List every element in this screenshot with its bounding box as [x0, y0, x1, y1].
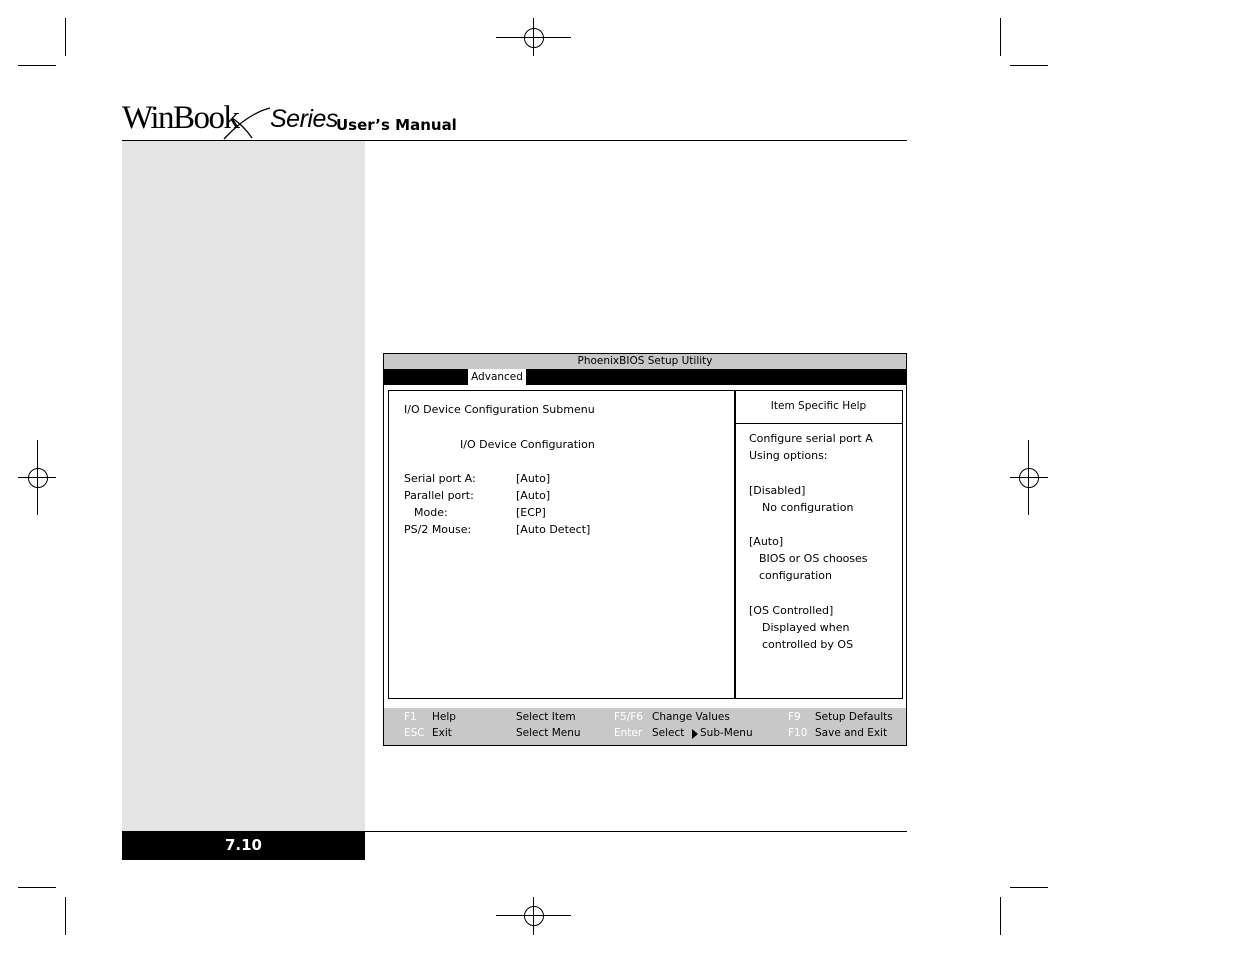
- help-line: [Disabled]: [749, 484, 806, 497]
- submenu-desc: Sub-Menu: [700, 727, 753, 739]
- help-line: [OS Controlled]: [749, 604, 834, 617]
- page-number: 7.10: [122, 831, 365, 860]
- tab-advanced[interactable]: Advanced: [468, 369, 526, 385]
- setting-value-serial-port-a[interactable]: [Auto]: [516, 472, 551, 485]
- submenu-title: I/O Device Configuration Submenu: [404, 403, 595, 416]
- section-title: I/O Device Configuration: [460, 438, 595, 451]
- setting-label-mode: Mode:: [414, 506, 448, 519]
- crop-mark: [1000, 18, 1001, 56]
- bios-main-panel: [388, 390, 736, 699]
- item-specific-help-panel: [734, 390, 903, 699]
- registration-circle: [524, 28, 544, 48]
- key-esc: ESC: [404, 727, 425, 739]
- setting-value-ps2-mouse[interactable]: [Auto Detect]: [516, 523, 591, 536]
- brand-logo: WinBook: [122, 100, 239, 136]
- help-line: Configure serial port A: [749, 432, 873, 445]
- setting-label-serial-port-a: Serial port A:: [404, 472, 476, 485]
- help-title: Item Specific Help: [735, 391, 902, 424]
- key-f9: F9: [788, 711, 801, 723]
- footer-rule: [365, 831, 907, 832]
- crop-mark: [18, 65, 56, 66]
- crop-mark: [18, 887, 56, 888]
- select-item-desc: Select Item: [516, 711, 576, 723]
- help-line: No configuration: [762, 501, 854, 514]
- registration-circle: [524, 906, 544, 926]
- key-f1: F1: [404, 711, 417, 723]
- help-line: Displayed when: [762, 621, 850, 634]
- margin-sidebar: [122, 141, 365, 832]
- bios-menu-bar: [384, 369, 906, 385]
- setting-value-parallel-port[interactable]: [Auto]: [516, 489, 551, 502]
- setting-label-ps2-mouse: PS/2 Mouse:: [404, 523, 472, 536]
- key-f5-f6-desc: Change Values: [652, 711, 730, 723]
- submenu-arrow-icon: [692, 729, 698, 739]
- key-f9-desc: Setup Defaults: [815, 711, 893, 723]
- setting-value-mode[interactable]: [ECP]: [516, 506, 546, 519]
- crop-mark: [1010, 887, 1048, 888]
- registration-circle: [1019, 468, 1039, 488]
- select-menu-desc: Select Menu: [516, 727, 581, 739]
- help-line: [Auto]: [749, 535, 784, 548]
- key-enter-desc: Select: [652, 727, 685, 739]
- key-f10: F10: [788, 727, 808, 739]
- bios-key-legend: [384, 708, 906, 745]
- key-f5-f6: F5/F6: [614, 711, 643, 723]
- key-enter: Enter: [614, 727, 643, 739]
- key-esc-desc: Exit: [432, 727, 452, 739]
- help-line: controlled by OS: [762, 638, 854, 651]
- registration-circle: [28, 468, 48, 488]
- help-line: Using options:: [749, 449, 828, 462]
- key-f1-desc: Help: [432, 711, 456, 723]
- crop-mark: [1010, 65, 1048, 66]
- x-logo-icon: [222, 106, 272, 140]
- crop-mark: [65, 18, 66, 56]
- manual-title: User’s Manual: [336, 116, 457, 134]
- help-line: BIOS or OS chooses: [759, 552, 868, 565]
- setting-label-parallel-port: Parallel port:: [404, 489, 474, 502]
- help-line: configuration: [759, 569, 832, 582]
- crop-mark: [1000, 897, 1001, 935]
- crop-mark: [65, 897, 66, 935]
- key-f10-desc: Save and Exit: [815, 727, 888, 739]
- bios-setup-screen: [383, 353, 907, 746]
- brand-series: Series: [270, 105, 338, 133]
- bios-title-bar: PhoenixBIOS Setup Utility: [384, 354, 906, 369]
